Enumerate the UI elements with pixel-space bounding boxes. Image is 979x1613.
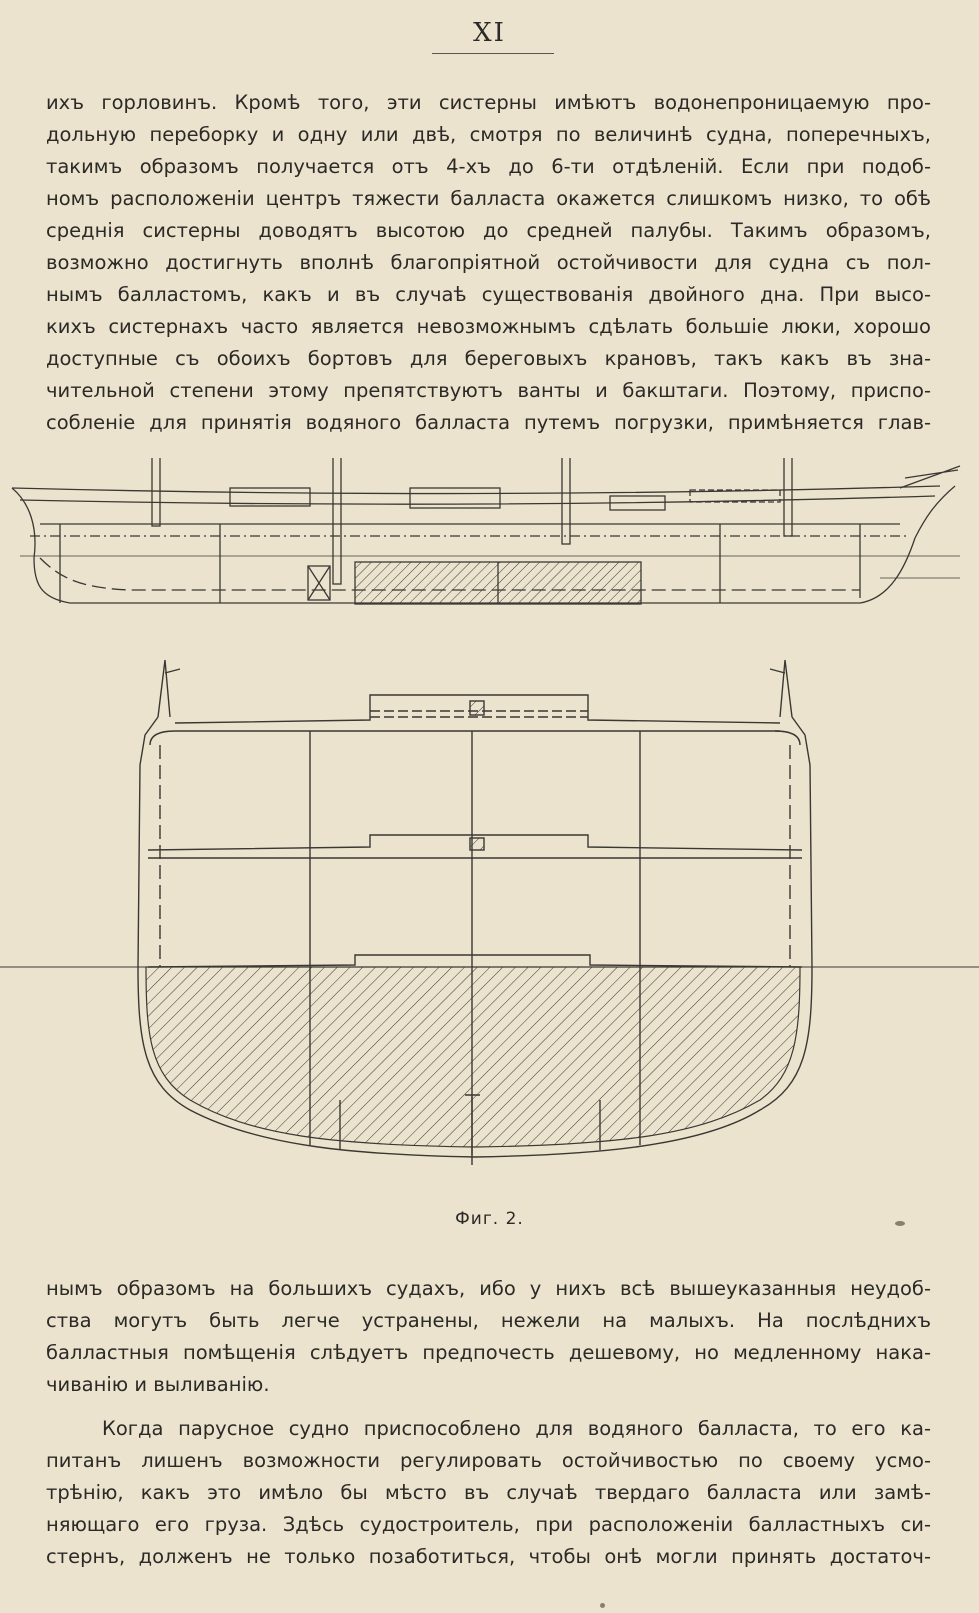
paper-speck [600,1603,605,1608]
text-line: среднія систерны доводятъ высотою до средней палубы. Такимъ образомъ, [46,219,931,242]
text-line: балластныя помѣщенія слѣдуетъ предпочесть дешевому, но медленному нака- [46,1341,931,1364]
text-line: Когда парусное судно приспособлено для водяного балласта, то его ка- [102,1417,931,1440]
text-line: ихъ горловинъ. Кромѣ того, эти систерны имѣютъ водонепроницаемую про- [46,91,931,114]
text-line: дольную переборку и одну или двѣ, смотря по величинѣ судна, поперечныхъ, [46,123,931,146]
ship-side-view-drawing [0,458,979,638]
text-line: чиванію и выливанію. [46,1373,270,1396]
figure-caption: Фиг. 2. [455,1209,524,1229]
paper-speck [895,1221,905,1226]
text-line: стернъ, долженъ не только позаботиться, чтобы онѣ могли принять достаточ- [46,1545,931,1568]
text-line: номъ расположеніи центръ тяжести балласта окажется слишкомъ низко, то обѣ [46,187,931,210]
text-line: нымъ образомъ на большихъ судахъ, ибо у нихъ всѣ вышеуказанныя неудоб- [46,1277,931,1300]
paragraph-bottom [46,1273,931,1573]
text-line: чительной степени этому препятствуютъ ванты и бакштаги. Поэтому, приспо- [46,379,931,402]
text-line: собленіе для принятія водяного балласта путемъ погрузки, примѣняется глав- [46,411,931,434]
text-line: питанъ лишенъ возможности регулировать остойчивостью по своему усмо- [46,1449,931,1472]
text-line: такимъ образомъ получается отъ 4-хъ до 6-ти отдѣленій. Если при подоб- [46,155,931,178]
header-rule [432,53,554,54]
text-line: трѣнію, какъ это имѣло бы мѣсто въ случаѣ твердаго балласта или замѣ- [46,1481,931,1504]
paragraph-top [46,87,931,439]
text-line: няющаго его груза. Здѣсь судостроитель, при расположеніи балластныхъ си- [46,1513,931,1536]
text-line: доступные съ обоихъ бортовъ для береговыхъ крановъ, такъ какъ въ зна- [46,347,931,370]
ship-cross-section-drawing [0,655,979,1195]
page-number: XI [473,18,506,48]
text-line: кихъ систернахъ часто является невозможнымъ сдѣлать большіе люки, хорошо [46,315,931,338]
text-line: возможно достигнуть вполнѣ благопріятной остойчивости для судна съ пол- [46,251,931,274]
text-line: нымъ балластомъ, какъ и въ случаѣ существованія двойного дна. При высо- [46,283,931,306]
text-line: ства могутъ быть легче устранены, нежели на малыхъ. На послѣднихъ [46,1309,931,1332]
